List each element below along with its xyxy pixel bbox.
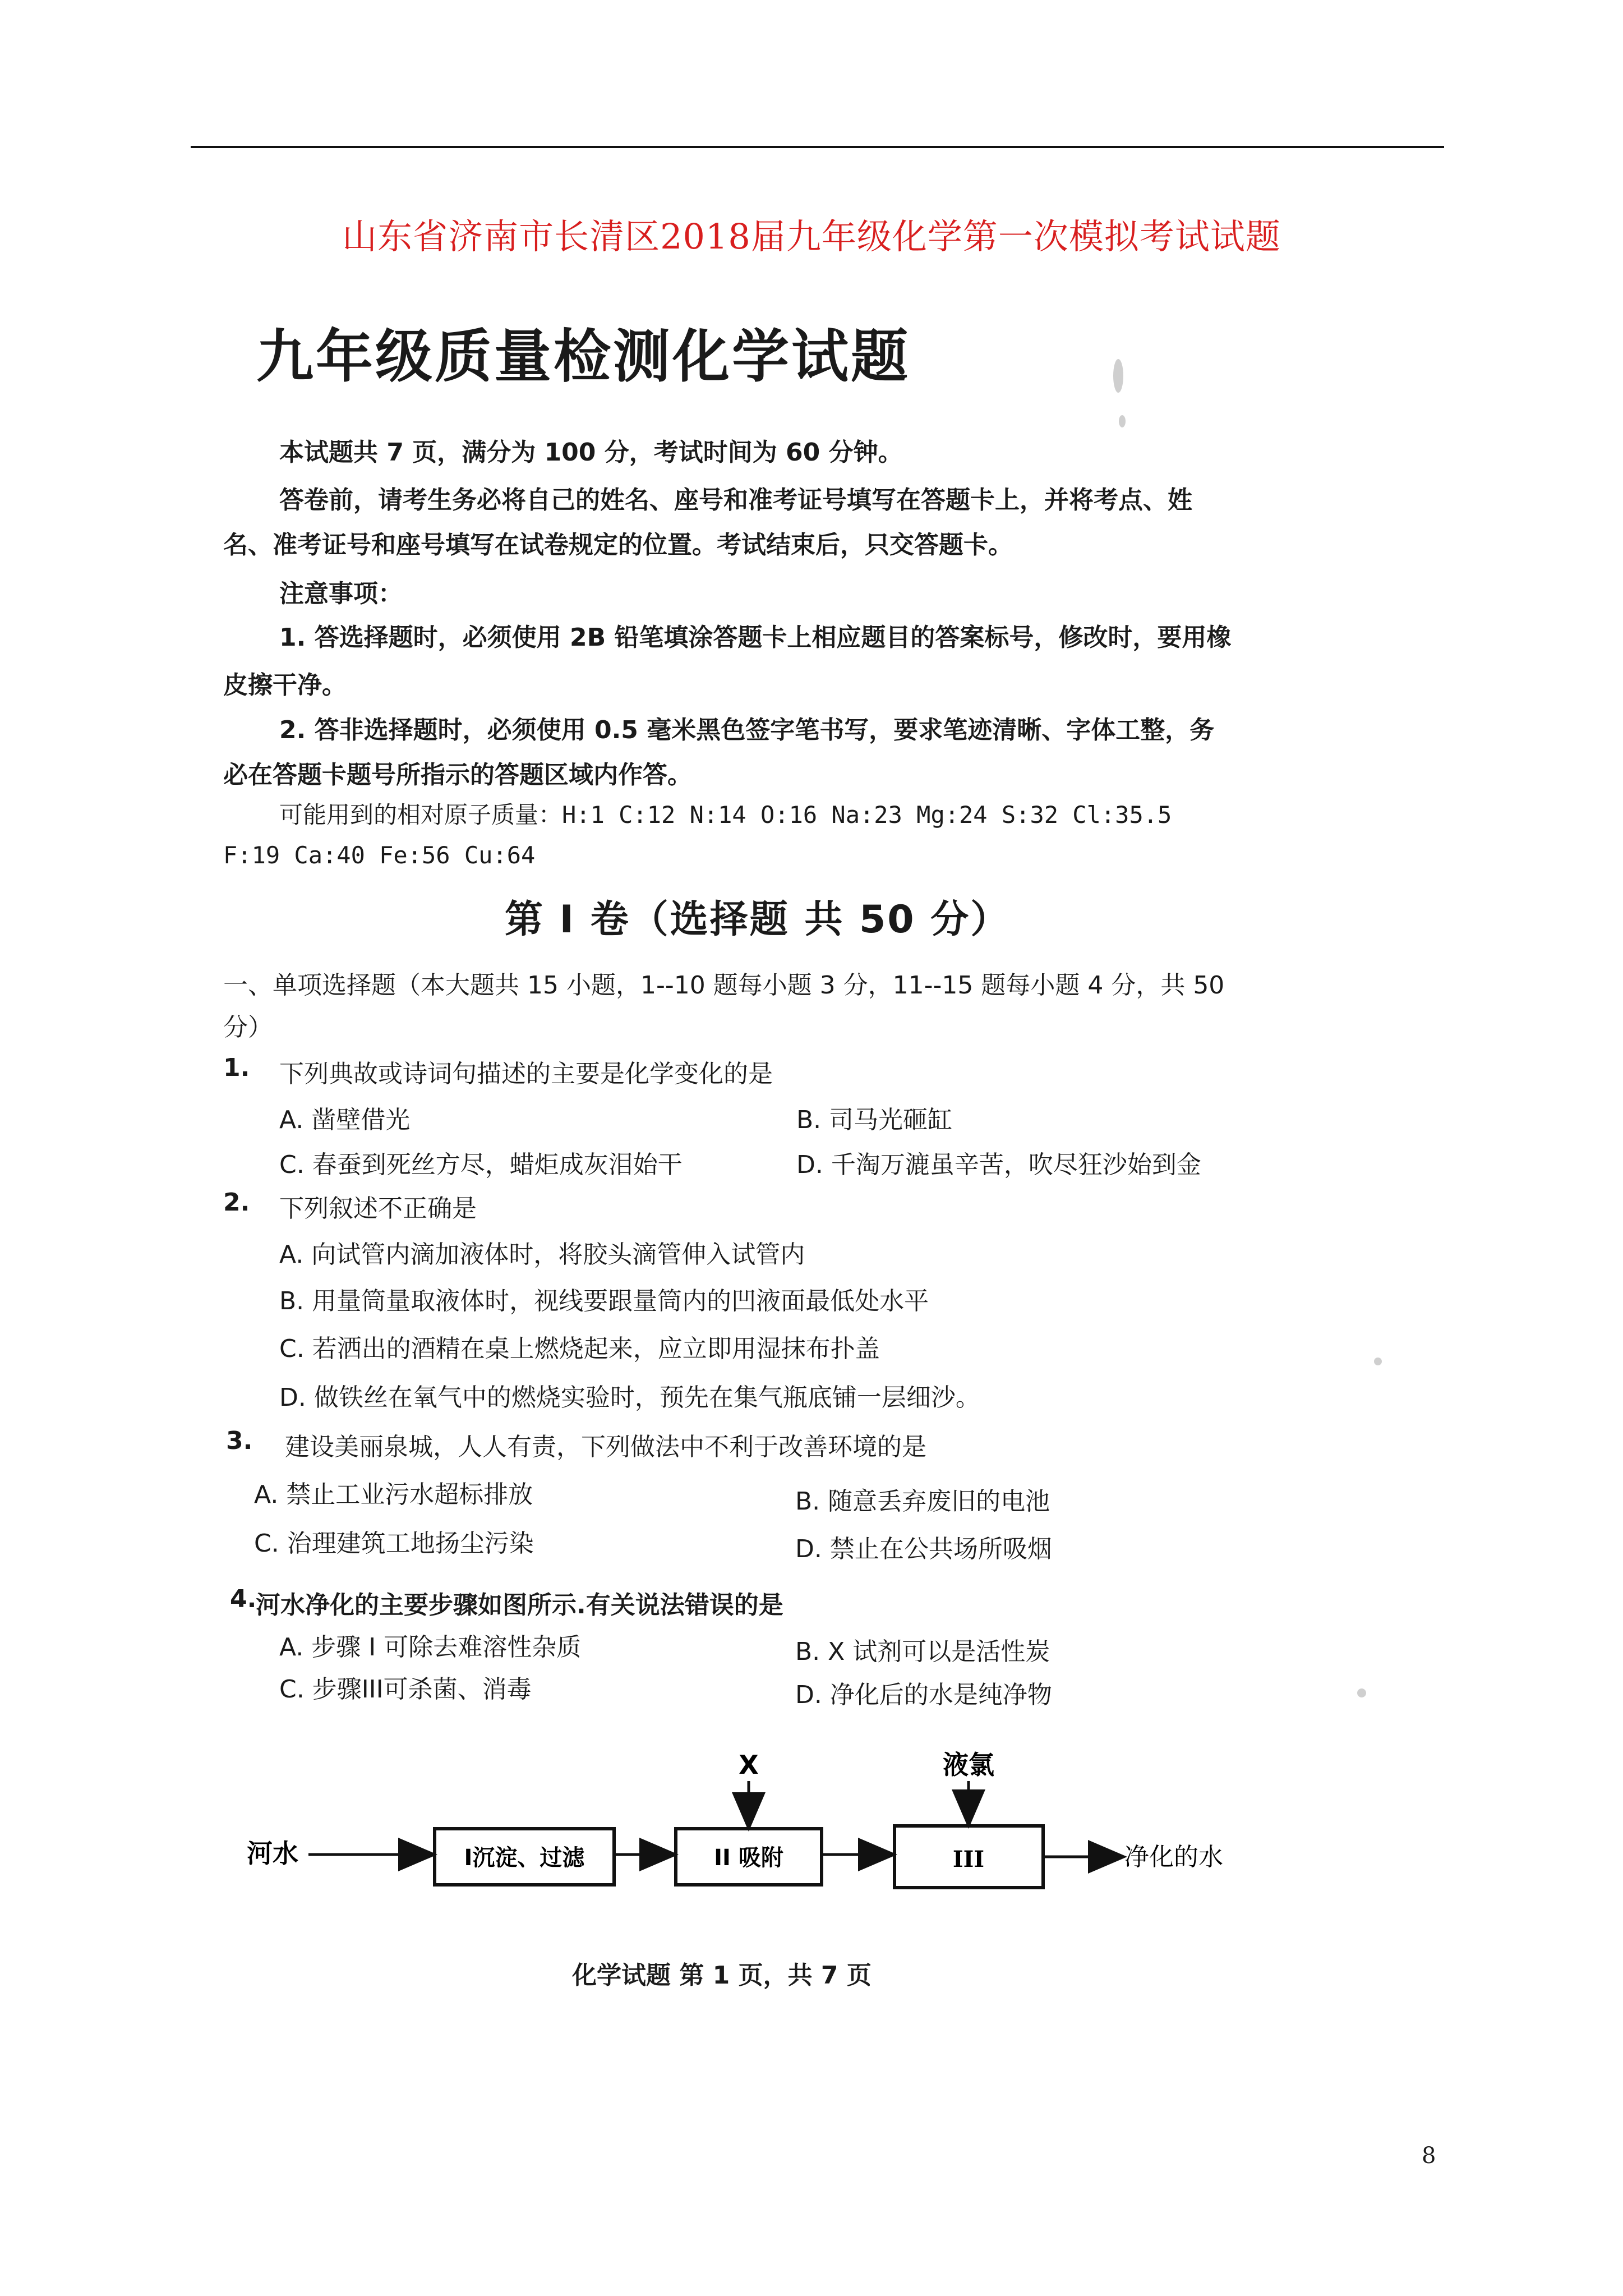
output-label: 净化的水 — [1124, 1843, 1223, 1871]
intro-line-3: 名、准考证号和座号填写在试卷规定的位置。考试结束后，只交答题卡。 — [223, 531, 1013, 559]
option-d: D. 千淘万漉虽辛苦，吹尽狂沙始到金 — [796, 1151, 1201, 1179]
question-number: 2. — [223, 1188, 250, 1217]
atomic-mass-line-1: 可能用到的相对原子质量：H:1 C:12 N:14 O:16 Na:23 Mg:24 S:32 Cl:35.5 — [279, 801, 1172, 829]
question-number: 3. — [226, 1427, 253, 1455]
step3-label: III — [952, 1846, 985, 1872]
option-b: B. 随意丢弃废旧的电池 — [795, 1487, 1050, 1516]
note-2b: 必在答题卡题号所指示的答题区域内作答。 — [223, 761, 692, 789]
option-d: D. 做铁丝在氧气中的燃烧实验时，预先在集气瓶底铺一层细沙。 — [279, 1383, 980, 1412]
scan-footer: 化学试题 第 1 页，共 7 页 — [572, 1961, 872, 1990]
option-b: B. 用量筒量取液体时，视线要跟量筒内的凹液面最低处水平 — [279, 1287, 929, 1315]
intro-line-2: 答卷前，请考生务必将自己的姓名、座号和准考证号填写在答题卡上，并将考点、姓 — [279, 486, 1192, 514]
option-c: C. 步骤III可杀菌、消毒 — [279, 1675, 532, 1704]
option-a: A. 向试管内滴加液体时，将胶头滴管伸入试管内 — [279, 1240, 805, 1269]
scan-noise — [1119, 415, 1126, 427]
scan-noise — [1113, 359, 1123, 393]
note-2a: 2. 答非选择题时，必须使用 0.5 毫米黑色签字笔书写，要求笔迹清晰、字体工整，务 — [279, 716, 1215, 744]
notes-heading: 注意事项： — [279, 579, 403, 608]
step1-label: I沉淀、过滤 — [464, 1845, 585, 1871]
option-c: C. 若洒出的酒精在桌上燃烧起来，应立即用湿抹布扑盖 — [279, 1335, 880, 1363]
part-heading-1: 一、单项选择题（本大题共 15 小题，1--10 题每小题 3 分，11--15 题每小题 4 分，共 50 — [223, 971, 1225, 1000]
question-number: 1. — [223, 1053, 250, 1082]
option-b: B. X 试剂可以是活性炭 — [795, 1637, 1050, 1666]
reagent-x-label: X — [739, 1750, 759, 1780]
step2-label: II 吸附 — [714, 1845, 783, 1871]
section-title: 第 I 卷（选择题 共 50 分） — [505, 898, 1011, 942]
option-c: C. 治理建筑工地扬尘污染 — [254, 1529, 534, 1558]
scan-noise — [1357, 1688, 1366, 1697]
scan-noise — [1374, 1358, 1382, 1365]
option-a: A. 步骤 I 可除去难溶性杂质 — [279, 1633, 582, 1662]
reagent-chlorine-label: 液氯 — [943, 1750, 994, 1780]
question-stem: 建设美丽泉城，人人有责，下列做法中不利于改善环境的是 — [285, 1433, 926, 1461]
question-stem: 河水净化的主要步骤如图所示.有关说法错误的是 — [256, 1591, 783, 1619]
question-stem: 下列叙述不正确是 — [279, 1194, 477, 1223]
option-d: D. 禁止在公共场所吸烟 — [795, 1535, 1052, 1563]
page-number: 8 — [1422, 2143, 1436, 2169]
atomic-mass-line-2: F:19 Ca:40 Fe:56 Cu:64 — [223, 841, 536, 869]
option-a: A. 禁止工业污水超标排放 — [254, 1480, 533, 1509]
option-d: D. 净化后的水是纯净物 — [795, 1681, 1052, 1709]
exam-title: 九年级质量检测化学试题 — [256, 324, 910, 390]
option-a: A. 凿壁借光 — [279, 1106, 411, 1134]
note-1b: 皮擦干净。 — [223, 671, 347, 700]
water-purification-diagram — [224, 1728, 1290, 1913]
intro-line-1: 本试题共 7 页，满分为 100 分，考试时间为 60 分钟。 — [279, 438, 903, 467]
input-label: 河水 — [247, 1838, 298, 1869]
top-rule — [191, 146, 1444, 148]
question-stem: 下列典故或诗词句描述的主要是化学变化的是 — [279, 1060, 773, 1088]
option-b: B. 司马光砸缸 — [796, 1106, 953, 1134]
question-number: 4. — [230, 1585, 257, 1613]
document-title: 山东省济南市长清区2018届九年级化学第一次模拟考试试题 — [342, 216, 1281, 257]
part-heading-2: 分） — [223, 1013, 273, 1042]
option-c: C. 春蚕到死丝方尽，蜡炬成灰泪始干 — [279, 1151, 683, 1179]
note-1a: 1. 答选择题时，必须使用 2B 铅笔填涂答题卡上相应题目的答案标号，修改时，要用橡 — [279, 623, 1232, 652]
